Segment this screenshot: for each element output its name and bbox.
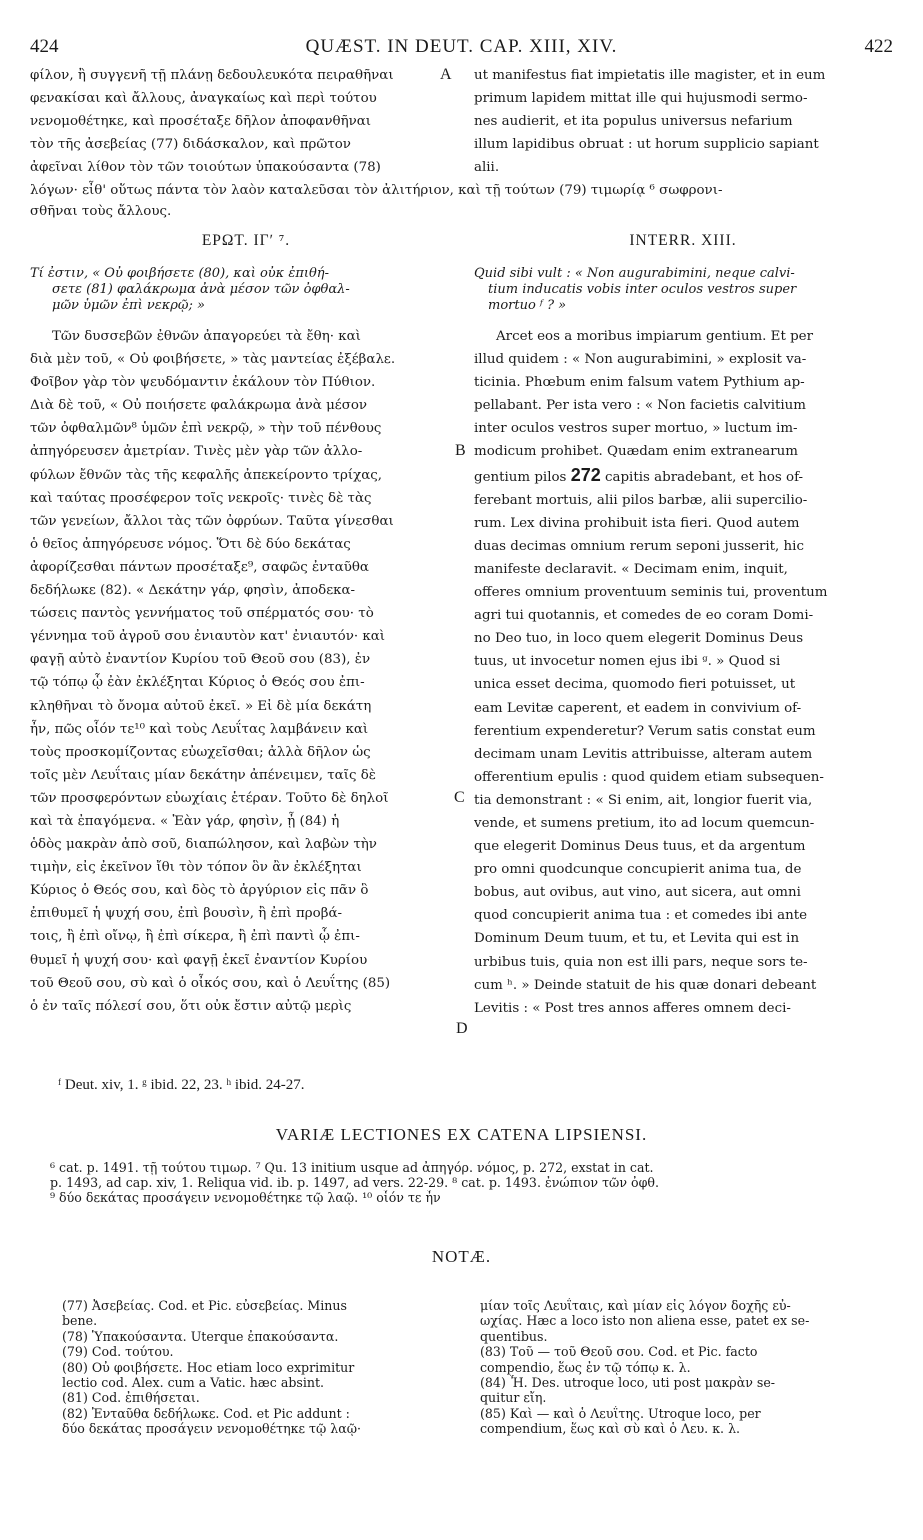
text-line: ferebant mortuis, alii pilos barbæ, alii supercilio- [474, 492, 808, 508]
text-line: καὶ τὰ ἐπαγόμενα. « Ἐὰν γάρ, φησὶν, ᾖ (84) ἡ [30, 813, 340, 829]
top-latin-column [474, 64, 892, 179]
text-line: γέννημα τοῦ ἀγροῦ σου ἐνιαυτὸν κατ' ἐνιαυτόν· καὶ [30, 629, 386, 645]
text-line: Quid sibi vult : « Non augurabimini, neque calvi- [474, 266, 795, 281]
text-line: inter oculos vestros super mortuo, » luctum im- [474, 421, 798, 437]
text-line: ἐπιθυμεῖ ἡ ψυχή σου, ἐπὶ βουσὶν, ἢ ἐπὶ προβά- [30, 906, 343, 922]
text-line: (77) Ἀσεβείας. Cod. et Pic. εὐσεβείας. Minus [62, 1298, 347, 1313]
text-line: cum ʰ. » Deinde statuit de his quæ donari debeant [474, 977, 817, 993]
text-line: διὰ μὲν τοῦ, « Οὐ φοιβήσετε, » τὰς μαντείας ἐξέβαλε. [30, 352, 396, 368]
text-line: ἀπηγόρευσεν ἀμετρίαν. Τινὲς μὲν γὰρ τῶν ἀλλο- [30, 444, 363, 460]
text-line: compendio, ἕως ἐν τῷ τόπῳ κ. λ. [480, 1359, 691, 1375]
text-line: ⁶ cat. p. 1491. τῇ τούτου τιμωρ. ⁷ Qu. 13 initium usque ad ἀπηγόρ. νόμος, p. 272, exstat in cat. [50, 1160, 654, 1175]
text-line: tium inducatis vobis inter oculos vestros super [488, 282, 797, 297]
text-line: ἦν, πῶς οἷόν τε¹⁰ καὶ τοὺς Λευΐτας λαμβάνειν καὶ [30, 721, 369, 737]
text-line: ⁹ δύο δεκάτας προσάγειν νενομοθέτηκε τῷ λαῷ. ¹⁰ οἷόν τε ἦν [50, 1190, 441, 1205]
text-line: Φοῖβον γὰρ τὸν ψευδόμαντιν ἐκάλουν τὸν Πύθιον. [30, 375, 376, 391]
text-line: (81) Cod. ἐπιθήσεται. [62, 1390, 200, 1406]
text-line: (83) Τοῦ — τοῦ Θεοῦ σου. Cod. et Pic. facto [480, 1344, 758, 1360]
text-line: (79) Cod. τούτου. [62, 1344, 174, 1360]
text-line: lectio cod. Alex. cum a Vatic. hæc absint. [62, 1375, 325, 1391]
text-line: τιμὴν, εἰς ἐκεῖνον ἴθι τὸν τόπον ὃν ἂν ἐκλέξηται [30, 860, 362, 876]
text-line: φαγῇ αὐτὸ ἐναντίον Κυρίου τοῦ Θεοῦ σου (83), ἐν [30, 652, 371, 668]
text-line: decimam unam Levitis attribuisse, alteram autem [474, 746, 813, 762]
text-line: quitur εἴη. [480, 1390, 547, 1406]
text-line: modicum prohibet. Quædam enim extranearum [474, 444, 799, 460]
text-line: δύο δεκάτας προσάγειν νενομοθέτηκε τῷ λαῷ· [62, 1421, 362, 1437]
text-line: Διὰ δὲ τοῦ, « Οὐ ποιήσετε φαλάκρωμα ἀνὰ μέσον [30, 398, 368, 414]
top-greek-column [30, 64, 462, 179]
margin-mark-b: B [455, 442, 466, 459]
notae-heading: NOTÆ. [431, 1247, 492, 1266]
text-line: Levitis : « Post tres annos afferes omnem deci- [474, 1000, 791, 1016]
text-line: quentibus. [480, 1328, 548, 1344]
text-line: φενακίσαι καὶ ἄλλους, ἀναγκαίως καὶ περὶ τούτου [30, 91, 377, 107]
text-line: Dominum Deum tuum, et tu, et Levita qui est in [474, 931, 800, 947]
text-line: Τῶν δυσσεβῶν ἐθνῶν ἀπαγορεύει τὰ ἔθη· καὶ [52, 329, 361, 344]
text-line: νενομοθέτηκε, καὶ προσέταξε δῆλον ἀποφανθῆναι [30, 114, 372, 130]
text-line: (80) Οὐ φοιβήσετε. Hoc etiam loco exprimitur [62, 1359, 355, 1375]
text-line: unica esset decima, quomodo fieri potuisset, ut [474, 677, 796, 693]
text-line: τῷ τόπῳ ᾧ ἐὰν ἐκλέξηται Κύριος ὁ Θεός σου ἐπι- [30, 675, 365, 691]
text-line: vende, et sumens pretium, ito ad locum quemcun- [474, 815, 815, 831]
text-line: offeres omnium proventuum seminis tui, proventum [474, 585, 828, 601]
text-line: τὸν τῆς ἀσεβείας (77) διδάσκαλον, καὶ πρῶτον [30, 137, 351, 153]
text-line: θυμεῖ ἡ ψυχή σου· καὶ φαγῇ ἐκεῖ ἐναντίον Κυρίου [30, 952, 368, 968]
latin-question [474, 266, 892, 314]
latin-body-column [474, 325, 892, 1020]
text-line: tia demonstrant : « Si enim, ait, longior fuerit via, [474, 792, 813, 808]
greek-body-column [30, 325, 462, 1018]
text-line: tuus, ut invocetur nomen ejus ibi ᵍ. » Quod si [474, 654, 781, 670]
text-line: no Deo tuo, in loco quem elegerit Dominus Deus [474, 631, 804, 647]
text-line: nes audierit, et ita populus universus nefarium [474, 114, 793, 130]
text-line: alii. [474, 160, 500, 176]
text-line: (85) Καὶ — καὶ ὁ Λευΐτης. Utroque loco, per [480, 1405, 761, 1421]
column-number: 272 [570, 464, 601, 485]
text-line: ὁ ἐν ταῖς πόλεσί σου, ὅτι οὐκ ἔστιν αὐτῷ μερὶς [30, 998, 352, 1014]
text-line: duas decimas omnium rerum seponi jusserit, hic [474, 538, 804, 554]
text-line: δεδήλωκε (82). « Δεκάτην γάρ, φησὶν, ἀποδεκα- [30, 583, 356, 599]
text-line-272 [474, 464, 892, 489]
text-line: ωχίας. Hæc a loco isto non aliena esse, patet ex se- [480, 1313, 810, 1329]
text-line: compendium, ἕως καὶ σὺ καὶ ὁ Λευ. κ. λ. [480, 1421, 741, 1437]
text-fragment: capitis abradebant, et hos of- [600, 469, 804, 485]
footnotes: ᶠ Deut. xiv, 1. ᵍ ibid. 22, 23. ʰ ibid. 24-27. [58, 1077, 305, 1093]
margin-mark-d: D [456, 1020, 468, 1037]
text-line: μῶν ὑμῶν ἐπὶ νεκρῷ; » [52, 298, 205, 313]
text-line: Arcet eos a moribus impiarum gentium. Et per [496, 329, 813, 344]
text-line: ticinia. Phœbum enim falsum vatem Pythium ap- [474, 375, 805, 391]
text-line: bene. [62, 1313, 98, 1329]
text-line: agri tui quotannis, et comedes de eo coram Domi- [474, 608, 814, 624]
text-line: p. 1493, ad cap. xiv, 1. Reliqua vid. ib. p. 1497, ad vers. 22-29. ⁸ cat. p. 1493. ἐνώπιον τῶν ὀφθ. [50, 1175, 659, 1190]
text-fragment: gentium pilos [474, 469, 571, 485]
text-line: κληθῆναι τὸ ὄνομα αὐτοῦ ἐκεῖ. » Εἰ δὲ μία δεκάτη [30, 698, 372, 714]
notae-right-column [480, 1298, 890, 1437]
text-line: urbibus tuis, quia non est illi pars, neque sors te- [474, 954, 808, 970]
page-number-right: 422 [864, 36, 893, 57]
text-line: τῶν γενείων, ἄλλοι τὰς τῶν ὀφρύων. Ταῦτα γίνεσθαι [30, 513, 394, 529]
text-line: σετε (81) φαλάκρωμα ἀνὰ μέσον τῶν ὀφθαλ- [52, 282, 350, 297]
variae-lectiones-text [50, 1160, 900, 1205]
text-line: Κύριος ὁ Θεός σου, καὶ δὸς τὸ ἀργύριον εἰς πᾶν ὃ [30, 883, 369, 899]
margin-mark-c: C [454, 789, 465, 806]
text-line: τοῖς μὲν Λευΐταις μίαν δεκάτην ἀπένειμεν, ταῖς δὲ [30, 767, 376, 783]
text-line: rum. Lex divina prohibuit ista fieri. Quod autem [474, 515, 800, 531]
text-line: φύλων ἔθνῶν τὰς τῆς κεφαλῆς ἀπεκείροντο τρίχας, [30, 467, 382, 483]
text-line: ἀφορίζεσθαι πάντων προσέταξε⁹, σαφῶς ἐνταῦθα [30, 559, 369, 575]
text-line: σθῆναι τοὺς ἄλλους. [30, 204, 172, 219]
text-line: illud quidem : « Non augurabimini, » explosit va- [474, 352, 807, 368]
text-line: τοῦ Θεοῦ σου, σὺ καὶ ὁ οἶκός σου, καὶ ὁ Λευΐτης (85) [30, 975, 391, 991]
text-line: pro omni quodcunque concupierit anima tua, de [474, 862, 802, 878]
text-line: ἀφεῖναι λίθον τὸν τῶν τοιούτων ὑπακούσαντα (78) [30, 160, 381, 176]
running-title: QUÆST. IN DEUT. CAP. XIII, XIV. [305, 36, 618, 57]
text-line: (84) Ἦ. Des. utroque loco, uti post μακρὰν se- [480, 1375, 776, 1391]
full-width-passage [30, 180, 894, 222]
page-number-left: 424 [30, 36, 59, 57]
text-line: illum lapidibus obruat : ut horum supplicio sapiant [474, 137, 819, 153]
text-line: que elegerit Dominus Deus tuus, et da argentum [474, 839, 806, 855]
text-line: τοις, ἢ ἐπὶ οἴνῳ, ἢ ἐπὶ σίκερα, ἢ ἐπὶ παντὶ ᾧ ἐπι- [30, 929, 360, 945]
variae-lectiones-heading: VARIÆ LECTIONES EX CATENA LIPSIENSI. [275, 1125, 648, 1144]
text-line: (78) Ὑπακούσαντα. Uterque ἐπακούσαντα. [62, 1328, 339, 1344]
text-line: mortuo ᶠ ? » [488, 298, 567, 313]
text-line: τῶν προσφερόντων εὐωχίαις ἑτέραν. Τοῦτο δὲ δηλοῖ [30, 790, 389, 806]
text-line: μίαν τοῖς Λευΐταις, καὶ μίαν εἰς λόγον δοχῆς εὐ- [480, 1298, 791, 1313]
text-line: καὶ ταύτας προσέφερον τοῖς νεκροῖς· τινὲς δὲ τὰς [30, 490, 372, 506]
text-line: ut manifestus fiat impietatis ille magister, et in eum [474, 68, 826, 83]
text-line: ὁδὸς μακρὰν ἀπὸ σοῦ, διαπώλησον, καὶ λαβὼν τὴν [30, 837, 377, 853]
text-line: τοὺς προσκομίζοντας εὐωχεῖσθαι; ἀλλὰ δῆλον ὡς [30, 744, 371, 760]
text-line: eam Levitæ caperent, et eadem in convivium of- [474, 700, 802, 716]
text-line: τώσεις παντὸς γεννήματος τοῦ σπέρματός σου· τὸ [30, 606, 374, 622]
text-line: primum lapidem mittat ille qui hujusmodi sermo- [474, 91, 808, 107]
text-line: Τί ἐστιν, « Οὐ φοιβήσετε (80), καὶ οὐκ ἐπιθή- [30, 266, 329, 281]
text-line: (82) Ἐνταῦθα δεδήλωκε. Cod. et Pic addunt : [62, 1405, 350, 1421]
text-line: offerentium epulis : quod quidem etiam subsequen- [474, 769, 824, 785]
text-line: ὁ θεῖος ἀπηγόρευσε νόμος. Ὅτι δὲ δύο δεκάτας [30, 536, 351, 552]
text-line: pellabant. Per ista vero : « Non facietis calvitium [474, 398, 807, 414]
text-line: λόγων· εἶθ' οὕτως πάντα τὸν λαὸν καταλεῦσαι τὸν ἀλιτήριον, καὶ τῇ τούτων (79) τιμωρίᾳ ⁶ σωφρονι- [30, 183, 723, 198]
text-line: τῶν ὀφθαλμῶν⁸ ὑμῶν ἐπὶ νεκρῷ, » τὴν τοῦ πένθους [30, 421, 382, 437]
text-line: manifeste declaravit. « Decimam enim, inquit, [474, 561, 788, 577]
running-header [30, 36, 893, 62]
greek-question [30, 266, 462, 314]
margin-mark-a: A [440, 66, 452, 83]
text-line: ferentium expenderetur? Verum satis constat eum [474, 723, 816, 739]
notae-left-column [62, 1298, 457, 1437]
text-line: bobus, aut ovibus, aut vino, aut sicera, aut omni [474, 885, 801, 901]
latin-section-heading: INTERR. XIII. [629, 232, 737, 249]
text-line: φίλον, ἢ συγγενῆ τῇ πλάνῃ δεδουλευκότα πειραθῆναι [30, 68, 394, 83]
text-line: quod concupierit anima tua : et comedes ibi ante [474, 908, 808, 924]
greek-section-heading: ΕΡΩΤ. ΙΓʹ ⁷. [201, 232, 291, 249]
